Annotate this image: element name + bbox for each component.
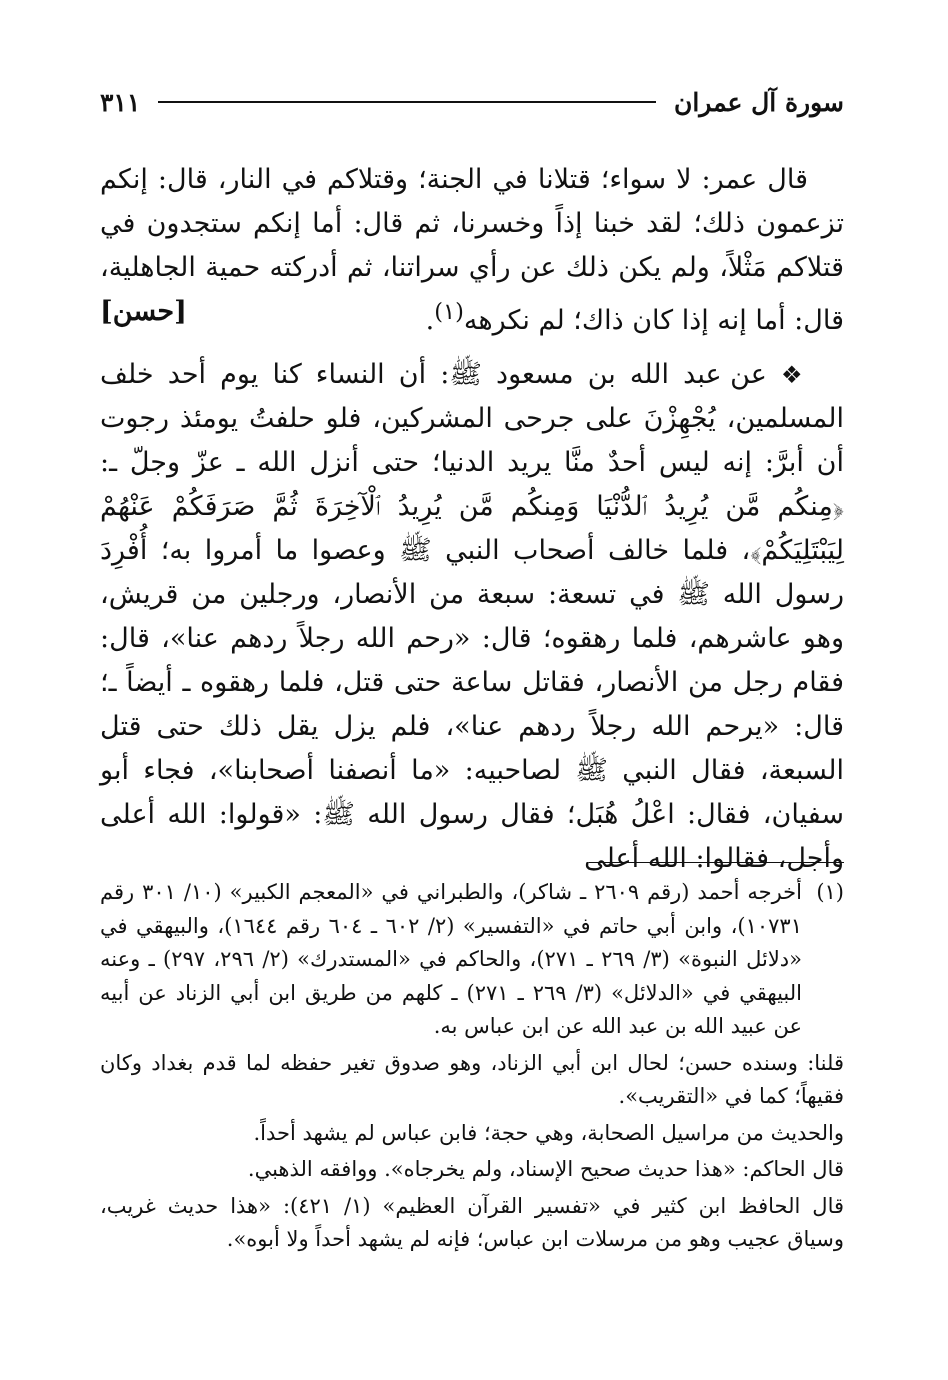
surah-title: سورة آل عمران: [673, 87, 844, 117]
footnote-1: [100, 876, 844, 1044]
paragraph-2: [100, 353, 844, 881]
header-rule: [158, 101, 656, 103]
paragraph-1-text: قال عمر: لا سواء؛ قتلانا في الجنة؛ وقتلاكم في النار، قال: إنكم تزعمون ذلك؛ لقد خبنا إذاً وخسرنا، ثم قال: أما إنكم ستجدون في قتلاكم مَثْلاً، ولم يكن ذلك عن رأي سراتنا، ثم أدركته حمية الجاهلية، قال: أما إنه إذا كان ذاك؛ لم نكرهه: [100, 164, 844, 336]
footnote-marker: (١): [434, 299, 464, 325]
footnote-1-number: (١): [816, 880, 844, 904]
paragraph-1-end: .: [425, 305, 435, 336]
main-text: [100, 158, 844, 881]
running-header: [100, 82, 844, 122]
bullet-diamond-icon: ❖: [780, 361, 808, 389]
page-number: ٣١١: [100, 87, 141, 117]
paragraph-2-text: عن عبد الله بن مسعود ﷺ: أن النساء كنا يوم أحد خلف المسلمين، يُجْهِزْنَ على جرحى المشركين، فلو حلفتُ يومئذ رجوت أن أبرَّ: إنه ليس أحدٌ منَّا يريد الدنيا؛ حتى أنزل الله ـ عزّ وجلّ ـ: ﴿مِنكُم مَّن يُرِيدُ ٱلدُّنْيَا وَمِنكُم مَّن يُرِيدُ ٱلْآخِرَةَ ثُمَّ صَرَفَكُمْ عَنْهُمْ لِيَبْتَلِيَكُمْ﴾، فلما خالف أصحاب النبي ﷺ وعصوا ما أمروا به؛ أُفْرِدَ رسول الله ﷺ في تسعة: سبعة من الأنصار، ورجلين من قريش، وهو عاشرهم، فلما رهقوه؛ قال: «رحم الله رجلاً ردهم عنا»، قال: فقام رجل من الأنصار، فقاتل ساعة حتى قتل، فلما رهقوه ـ أيضاً ـ؛ قال: «يرحم الله رجلاً ردهم عنا»، فلم يزل يقل ذلك حتى قتل السبعة، فقال النبي ﷺ لصاحبيه: «ما أنصفنا أصحابنا»، فجاء أبو سفيان، فقال: اعْلُ هُبَل؛ فقال رسول الله ﷺ: «قولوا: الله أعلى وأجل، فقالوا: الله أعلى: [100, 359, 844, 874]
grade-label: [حسن]: [100, 296, 187, 327]
footnote-1-text: أخرجه أحمد (رقم ٢٦٠٩ ـ شاكر)، والطبراني في «المعجم الكبير» (١٠/ ٣٠١ رقم ١٠٧٣١)، وابن أبي حاتم في «التفسير» (٢/ ٦٠٢ ـ ٦٠٤ رقم ١٦٤٤)، والبيهقي في «دلائل النبوة» (٣/ ٢٦٩ ـ ٢٧١)، والحاكم في «المستدرك» (٢/ ٢٩٦، ٢٩٧) ـ وعنه البيهقي في «الدلائل» (٣/ ٢٦٩ ـ ٢٧١) ـ كلهم من طريق ابن أبي الزناد عن أبيه عن عبيد الله بن عبد الله عن ابن عباس به.: [100, 880, 802, 1038]
footnote-note-4: قال الحاكم: «هذا حديث صحيح الإسناد، ولم يخرجاه». ووافقه الذهبي.: [247, 1157, 844, 1181]
footnote-note-2: قلنا: وسنده حسن؛ لحال ابن أبي الزناد، وهو صدوق تغير حفظه لما قدم بغداد وكان فقيهاً؛ كما في «التقريب».: [100, 1050, 844, 1108]
footnote-separator: [589, 862, 844, 863]
footnotes: [100, 876, 844, 1257]
footnote-note-5: قال الحافظ ابن كثير في «تفسير القرآن العظيم» (١/ ٤٢١): «هذا حديث غريب، وسياق عجيب وهو من مرسلات ابن عباس؛ فإنه لم يشهد أحداً ولا أبوه».: [100, 1193, 845, 1251]
footnote-note-3: والحديث من مراسيل الصحابة، وهي حجة؛ فابن عباس لم يشهد أحداً.: [253, 1120, 844, 1145]
paragraph-1: [100, 158, 844, 343]
